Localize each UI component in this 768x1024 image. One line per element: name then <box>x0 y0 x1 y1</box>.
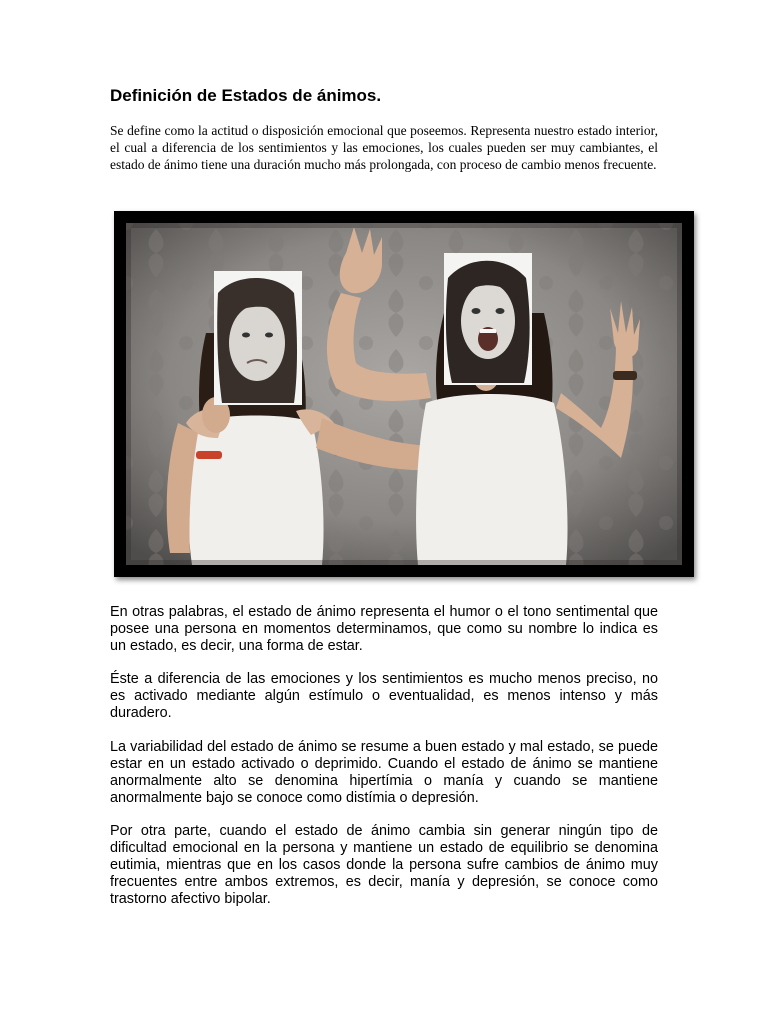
illustration-photo <box>114 211 694 577</box>
paragraph-4: Por otra parte, cuando el estado de ánimo cambia sin generar ningún tipo de dificultad emocional en la persona y mantiene un estado de equilibrio se denomina eutimia, mientras que en los casos donde la persona sufre cambios de ánimo muy frecuentes entre ambos extremos, es decir, manía y depresión, se conoce como trastorno afectivo bipolar. <box>110 823 658 907</box>
page-title: Definición de Estados de ánimos. <box>110 86 382 105</box>
paragraph-3: La variabilidad del estado de ánimo se resume a buen estado y mal estado, se puede estar en un estado activado o deprimido. Cuando el estado de ánimo se mantiene anormalmente alto se denomina hipertímia o manía y cuando se mantiene anormalmente bajo se conoce como distímia o depresión. <box>110 739 658 806</box>
paragraph-2: Éste a diferencia de las emociones y los sentimientos es mucho menos preciso, no es activado mediante algún estímulo o eventualidad, es menos intenso y más duradero. <box>110 671 658 721</box>
intro-paragraph: Se define como la actitud o disposición emocional que poseemos. Representa nuestro estado interior, el cual a diferencia de los sentimientos y las emociones, los cuales pueden ser muy cambiantes, el estado de ánimo tiene una duración mucho más prolongada, con proceso de cambio menos frecuente. <box>110 123 658 172</box>
two-women-masks-image <box>126 223 682 565</box>
paragraph-1: En otras palabras, el estado de ánimo representa el humor o el tono sentimental que posee una persona en momentos determinamos, que como su nombre lo indica es un estado, es decir, una forma de estar. <box>110 604 658 654</box>
